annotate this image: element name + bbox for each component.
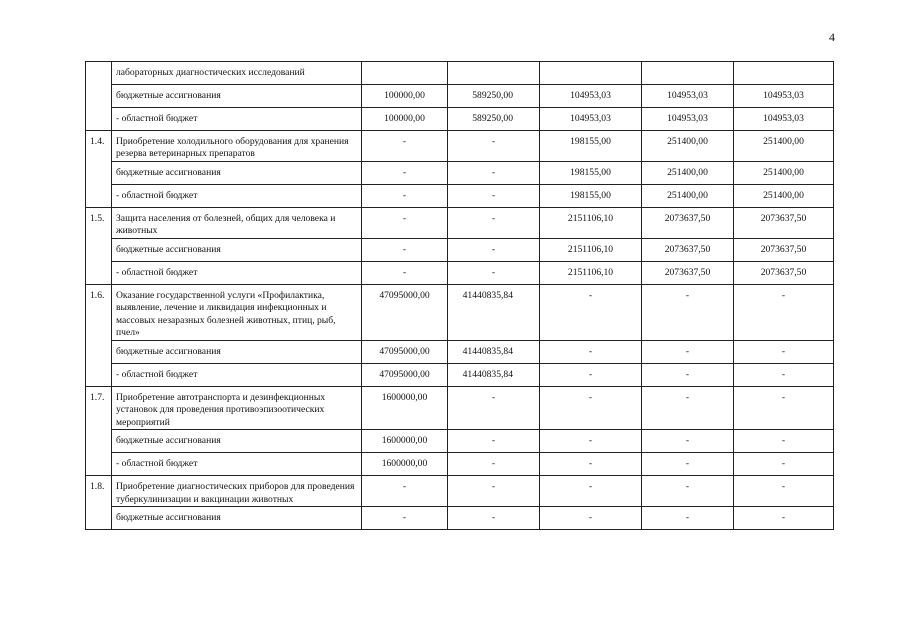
value-cell-year-1: 1600000,00 xyxy=(362,453,448,476)
table-row-subitem xyxy=(86,85,834,108)
value-cell-year-1: 100000,00 xyxy=(362,85,448,108)
value-cell-year-1: - xyxy=(362,184,448,207)
value-cell-year-2: - xyxy=(448,453,540,476)
value-cell-year-2: 41440835,84 xyxy=(448,340,540,363)
row-name: Оказание государственной услуги «Профилактика, выявление, лечение и ликвидация инфекционных и массовых незаразных болезней животных, птиц, рыб, пчел» xyxy=(112,284,362,340)
row-name: бюджетные ассигнования xyxy=(112,507,362,530)
value-cell-year-3: 104953,03 xyxy=(540,108,642,131)
row-name: Приобретение автотранспорта и дезинфекционных установок для проведения противоэпизоотических мероприятий xyxy=(112,386,362,429)
value-cell-year-2: 41440835,84 xyxy=(448,363,540,386)
table-row-subitem xyxy=(86,453,834,476)
value-cell-year-1: 47095000,00 xyxy=(362,340,448,363)
value-cell-year-4 xyxy=(642,62,734,85)
row-number xyxy=(86,62,112,131)
row-number: 1.6. xyxy=(86,284,112,386)
value-cell-year-5: 2073637,50 xyxy=(734,238,834,261)
value-cell-year-4: 2073637,50 xyxy=(642,261,734,284)
value-cell-year-3 xyxy=(540,62,642,85)
value-cell-year-3: - xyxy=(540,386,642,429)
value-cell-year-3: 2151106,10 xyxy=(540,238,642,261)
value-cell-year-3: - xyxy=(540,476,642,507)
table-row-item xyxy=(86,131,834,162)
value-cell-year-1: 47095000,00 xyxy=(362,284,448,340)
value-cell-year-4: - xyxy=(642,453,734,476)
value-cell-year-2: - xyxy=(448,207,540,238)
value-cell-year-1: 1600000,00 xyxy=(362,386,448,429)
row-name: лабораторных диагностических исследований xyxy=(112,62,362,85)
value-cell-year-3: - xyxy=(540,507,642,530)
value-cell-year-2: - xyxy=(448,238,540,261)
value-cell-year-5: 251400,00 xyxy=(734,184,834,207)
value-cell-year-2: - xyxy=(448,131,540,162)
value-cell-year-5: 251400,00 xyxy=(734,161,834,184)
value-cell-year-2: - xyxy=(448,507,540,530)
value-cell-year-2: - xyxy=(448,161,540,184)
value-cell-year-1: - xyxy=(362,476,448,507)
value-cell-year-3: 2151106,10 xyxy=(540,261,642,284)
value-cell-year-3: - xyxy=(540,430,642,453)
row-name: бюджетные ассигнования xyxy=(112,430,362,453)
value-cell-year-4: 251400,00 xyxy=(642,184,734,207)
row-name: - областной бюджет xyxy=(112,453,362,476)
value-cell-year-5: - xyxy=(734,340,834,363)
value-cell-year-5: - xyxy=(734,386,834,429)
table-row-subitem xyxy=(86,108,834,131)
table-row-subitem xyxy=(86,184,834,207)
row-number: 1.5. xyxy=(86,207,112,284)
value-cell-year-4: 2073637,50 xyxy=(642,238,734,261)
row-number: 1.4. xyxy=(86,131,112,208)
table-row-subitem xyxy=(86,340,834,363)
value-cell-year-3: 198155,00 xyxy=(540,161,642,184)
row-name: - областной бюджет xyxy=(112,261,362,284)
value-cell-year-1: 1600000,00 xyxy=(362,430,448,453)
value-cell-year-3: - xyxy=(540,284,642,340)
value-cell-year-5: - xyxy=(734,453,834,476)
value-cell-year-1: - xyxy=(362,207,448,238)
value-cell-year-5: 2073637,50 xyxy=(734,207,834,238)
value-cell-year-5: 104953,03 xyxy=(734,85,834,108)
value-cell-year-1: - xyxy=(362,161,448,184)
value-cell-year-4: - xyxy=(642,386,734,429)
row-number: 1.8. xyxy=(86,476,112,530)
row-name: бюджетные ассигнования xyxy=(112,161,362,184)
value-cell-year-4: - xyxy=(642,430,734,453)
value-cell-year-5: - xyxy=(734,507,834,530)
value-cell-year-1: - xyxy=(362,261,448,284)
row-name: - областной бюджет xyxy=(112,184,362,207)
table-row-subitem xyxy=(86,363,834,386)
value-cell-year-2: - xyxy=(448,184,540,207)
value-cell-year-1: 47095000,00 xyxy=(362,363,448,386)
table-row-item xyxy=(86,284,834,340)
value-cell-year-5: 104953,03 xyxy=(734,108,834,131)
value-cell-year-5: - xyxy=(734,284,834,340)
value-cell-year-4: - xyxy=(642,507,734,530)
value-cell-year-2: - xyxy=(448,476,540,507)
value-cell-year-4: 104953,03 xyxy=(642,108,734,131)
value-cell-year-1: - xyxy=(362,131,448,162)
value-cell-year-2 xyxy=(448,62,540,85)
value-cell-year-4: 251400,00 xyxy=(642,131,734,162)
value-cell-year-4: 251400,00 xyxy=(642,161,734,184)
value-cell-year-4: - xyxy=(642,363,734,386)
value-cell-year-3: 2151106,10 xyxy=(540,207,642,238)
value-cell-year-3: - xyxy=(540,453,642,476)
value-cell-year-3: 104953,03 xyxy=(540,85,642,108)
value-cell-year-5: 251400,00 xyxy=(734,131,834,162)
table-row-subitem xyxy=(86,238,834,261)
value-cell-year-2: - xyxy=(448,261,540,284)
value-cell-year-4: 104953,03 xyxy=(642,85,734,108)
value-cell-year-1: - xyxy=(362,507,448,530)
value-cell-year-2: - xyxy=(448,386,540,429)
value-cell-year-2: 41440835,84 xyxy=(448,284,540,340)
value-cell-year-2: - xyxy=(448,430,540,453)
value-cell-year-4: - xyxy=(642,284,734,340)
table-row-subitem xyxy=(86,261,834,284)
row-name: Приобретение холодильного оборудования для хранения резерва ветеринарных препаратов xyxy=(112,131,362,162)
page-number: 4 xyxy=(829,30,835,44)
value-cell-year-3: 198155,00 xyxy=(540,131,642,162)
value-cell-year-4: - xyxy=(642,340,734,363)
row-number: 1.7. xyxy=(86,386,112,475)
value-cell-year-5: - xyxy=(734,430,834,453)
value-cell-year-2: 589250,00 xyxy=(448,108,540,131)
value-cell-year-1: 100000,00 xyxy=(362,108,448,131)
value-cell-year-3: 198155,00 xyxy=(540,184,642,207)
budget-table xyxy=(85,61,834,530)
value-cell-year-5 xyxy=(734,62,834,85)
row-name: бюджетные ассигнования xyxy=(112,340,362,363)
row-name: Защита населения от болезней, общих для человека и животных xyxy=(112,207,362,238)
value-cell-year-5: 2073637,50 xyxy=(734,261,834,284)
row-name: - областной бюджет xyxy=(112,108,362,131)
table-row-item xyxy=(86,207,834,238)
table-row-subitem xyxy=(86,161,834,184)
table-row-subitem xyxy=(86,507,834,530)
row-name: бюджетные ассигнования xyxy=(112,85,362,108)
table-row-subitem xyxy=(86,430,834,453)
value-cell-year-5: - xyxy=(734,363,834,386)
value-cell-year-1: - xyxy=(362,238,448,261)
value-cell-year-3: - xyxy=(540,340,642,363)
value-cell-year-5: - xyxy=(734,476,834,507)
table-row-item xyxy=(86,476,834,507)
row-name: бюджетные ассигнования xyxy=(112,238,362,261)
value-cell-year-4: - xyxy=(642,476,734,507)
table-row-item xyxy=(86,386,834,429)
value-cell-year-4: 2073637,50 xyxy=(642,207,734,238)
row-name: Приобретение диагностических приборов для проведения туберкулинизации и вакцинации животных xyxy=(112,476,362,507)
value-cell-year-2: 589250,00 xyxy=(448,85,540,108)
row-name: - областной бюджет xyxy=(112,363,362,386)
value-cell-year-1 xyxy=(362,62,448,85)
value-cell-year-3: - xyxy=(540,363,642,386)
table-row-subitem xyxy=(86,62,834,85)
